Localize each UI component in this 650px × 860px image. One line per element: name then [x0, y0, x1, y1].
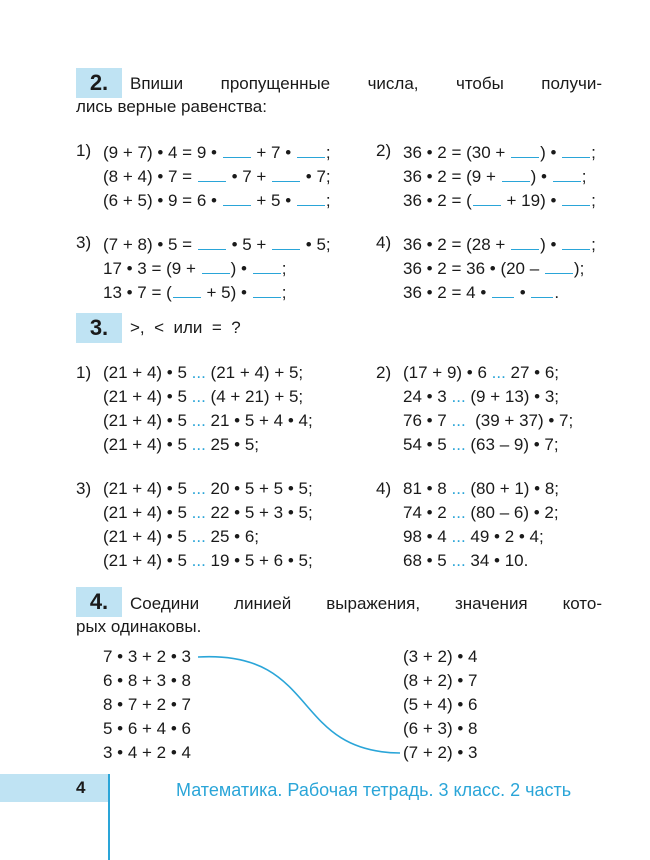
compare-dots[interactable]: ... [191, 363, 206, 382]
compare-dots[interactable]: ... [191, 411, 206, 430]
compare-dots[interactable]: ... [191, 503, 206, 522]
task-2-2-line-3: 36 • 2 = ( + 19) • ; [403, 187, 596, 211]
compare-dots[interactable]: ... [191, 387, 206, 406]
compare-dots[interactable]: ... [451, 527, 466, 546]
compare-dots[interactable]: ... [191, 527, 206, 546]
compare-dots[interactable]: ... [191, 435, 206, 454]
task-3-2-line-3: 76 • 7 ... (39 + 37) • 7; [403, 411, 574, 430]
task-2-3-line-1: (7 + 8) • 5 = • 5 + • 5; [103, 231, 331, 255]
task-3-number: 3. [76, 313, 122, 343]
right-expression-1[interactable]: (3 + 2) • 4 [403, 647, 478, 666]
right-expression-4[interactable]: (6 + 3) • 8 [403, 719, 478, 738]
task-2-3-line-2: 17 • 3 = (9 + ) • ; [103, 255, 286, 279]
left-expression-2[interactable]: 6 • 8 + 3 • 8 [103, 671, 191, 690]
task-2-2-line-1: 36 • 2 = (30 + ) • ; [403, 139, 596, 163]
task-3-item-1-label: 1) [76, 363, 92, 382]
task-3-3-line-2: (21 + 4) • 5 ... 22 • 5 + 3 • 5; [103, 503, 313, 522]
task-3-2-line-4: 54 • 5 ... (63 – 9) • 7; [403, 435, 559, 454]
task-2-text-line2: лись верные равенства: [76, 97, 267, 116]
footer-title: Математика. Рабочая тетрадь. 3 класс. 2 часть [176, 780, 572, 800]
left-expression-4[interactable]: 5 • 6 + 4 • 6 [103, 719, 191, 738]
task-2-text-line1: Впиши пропущенные числа, чтобы получи- [130, 74, 602, 93]
task-2-item-3-label: 3) [76, 233, 92, 252]
task-3-2-line-2: 24 • 3 ... (9 + 13) • 3; [403, 387, 560, 406]
footer-band [0, 774, 108, 802]
compare-dots[interactable]: ... [451, 551, 466, 570]
task-3-text: >, < или = ? [130, 318, 241, 337]
task-2-1-line-2: (8 + 4) • 7 = • 7 + • 7; [103, 163, 331, 187]
task-2-4-line-2: 36 • 2 = 36 • (20 – ); [403, 255, 584, 279]
compare-dots[interactable]: ... [451, 435, 466, 454]
task-2-item-2-label: 2) [376, 141, 392, 160]
task-2-4-line-3: 36 • 2 = 4 • • . [403, 279, 559, 303]
task-2-item-4-label: 4) [376, 233, 392, 252]
task-3-3-line-1: (21 + 4) • 5 ... 20 • 5 + 5 • 5; [103, 479, 313, 498]
compare-dots[interactable]: ... [451, 479, 466, 498]
task-4-number: 4. [76, 587, 122, 617]
task-3-2-line-1: (17 + 9) • 6 ... 27 • 6; [403, 363, 560, 382]
compare-dots[interactable]: ... [451, 411, 466, 430]
compare-dots[interactable]: ... [451, 387, 466, 406]
right-expression-5[interactable]: (7 + 2) • 3 [403, 743, 478, 762]
task-3-4-line-3: 98 • 4 ... 49 • 2 • 4; [403, 527, 544, 546]
task-2-2-line-2: 36 • 2 = (9 + ) • ; [403, 163, 586, 187]
footer-divider [108, 774, 110, 860]
compare-dots[interactable]: ... [491, 363, 506, 382]
task-3-3-line-4: (21 + 4) • 5 ... 19 • 5 + 6 • 5; [103, 551, 313, 570]
page-number: 4 [76, 778, 86, 797]
task-3-item-4-label: 4) [376, 479, 392, 498]
left-expression-5[interactable]: 3 • 4 + 2 • 4 [103, 743, 191, 762]
right-expression-3[interactable]: (5 + 4) • 6 [403, 695, 478, 714]
task-2-4-line-1: 36 • 2 = (28 + ) • ; [403, 231, 596, 255]
task-2-1-line-1: (9 + 7) • 4 = 9 • + 7 • ; [103, 139, 331, 163]
task-4-text-line2: рых одинаковы. [76, 617, 202, 636]
compare-dots[interactable]: ... [191, 551, 206, 570]
compare-dots[interactable]: ... [451, 503, 466, 522]
task-3-4-line-4: 68 • 5 ... 34 • 10. [403, 551, 529, 570]
left-expression-1[interactable]: 7 • 3 + 2 • 3 [103, 647, 191, 666]
task-2-item-1-label: 1) [76, 141, 92, 160]
task-4-text-line1: Соедини линией выражения, значения кото- [130, 594, 602, 613]
task-3-1-line-4: (21 + 4) • 5 ... 25 • 5; [103, 435, 260, 454]
task-2-3-line-3: 13 • 7 = ( + 5) • ; [103, 279, 286, 303]
task-3-item-2-label: 2) [376, 363, 392, 382]
task-3-4-line-2: 74 • 2 ... (80 – 6) • 2; [403, 503, 559, 522]
right-expression-2[interactable]: (8 + 2) • 7 [403, 671, 478, 690]
task-3-1-line-3: (21 + 4) • 5 ... 21 • 5 + 4 • 4; [103, 411, 313, 430]
task-3-1-line-2: (21 + 4) • 5 ... (4 + 21) + 5; [103, 387, 304, 406]
task-3-4-line-1: 81 • 8 ... (80 + 1) • 8; [403, 479, 560, 498]
task-3-3-line-3: (21 + 4) • 5 ... 25 • 6; [103, 527, 260, 546]
compare-dots[interactable]: ... [191, 479, 206, 498]
left-expression-3[interactable]: 8 • 7 + 2 • 7 [103, 695, 191, 714]
task-3-item-3-label: 3) [76, 479, 92, 498]
task-2-1-line-3: (6 + 5) • 9 = 6 • + 5 • ; [103, 187, 331, 211]
connector-line [198, 657, 400, 753]
task-3-1-line-1: (21 + 4) • 5 ... (21 + 4) + 5; [103, 363, 304, 382]
task-2-number: 2. [76, 68, 122, 98]
